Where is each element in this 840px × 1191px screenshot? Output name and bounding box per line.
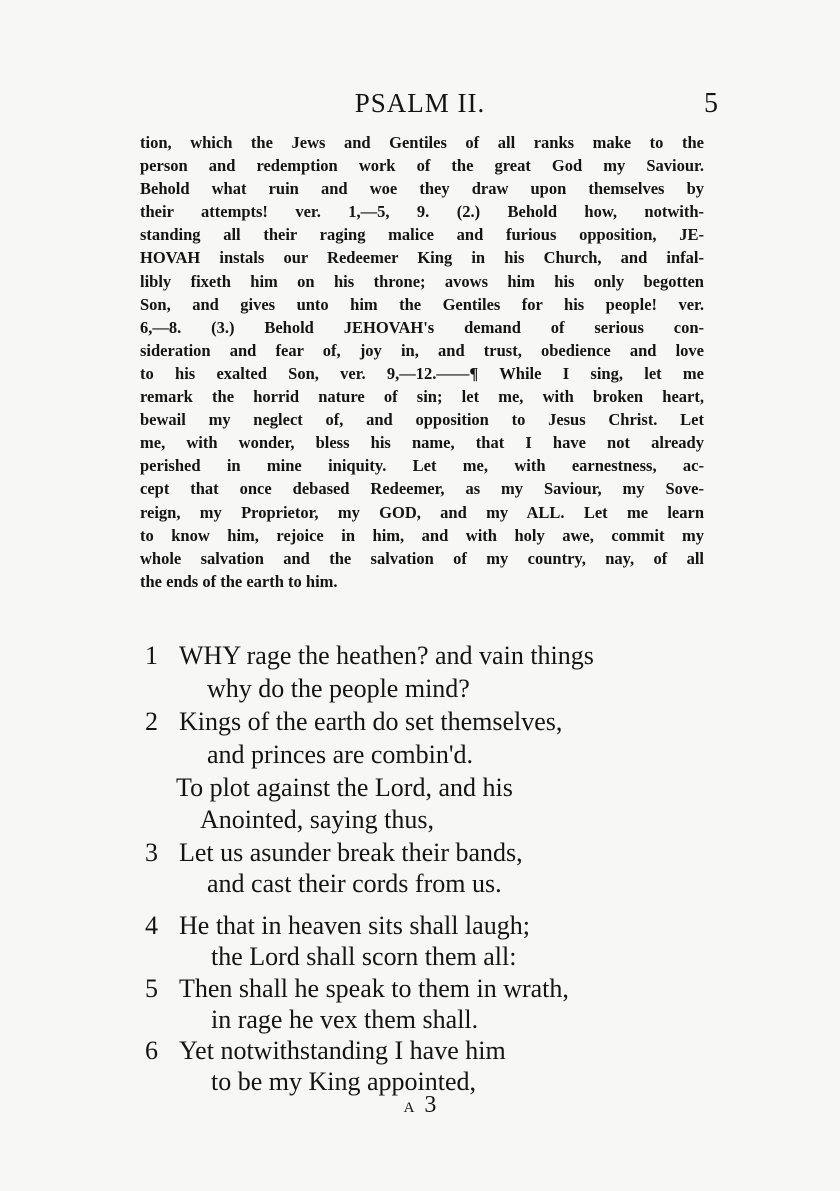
argument-paragraph (140, 131, 704, 593)
verse-1-line-2: why do the people mind? (207, 674, 470, 703)
argument-line: remark the horrid nature of sin; let me, with broken heart, (140, 387, 704, 407)
argument-line: cept that once debased Redeemer, as my Saviour, my Sove- (140, 479, 704, 499)
argument-line: bewail my neglect of, and opposition to Jesus Christ. Let (140, 410, 704, 430)
verse-6-line-2: to be my King appointed, (211, 1067, 477, 1096)
argument-line: perished in mine iniquity. Let me, with earnestness, ac- (140, 456, 704, 476)
page-header (0, 88, 840, 128)
verse-text: WHY rage the heathen? and vain things (179, 641, 594, 670)
verse-text: Kings of the earth do set themselves, (179, 707, 563, 736)
verse-number: 1 (145, 641, 158, 670)
signature-letter: A (403, 1100, 415, 1116)
verse-2-line-4: Anointed, saying thus, (200, 805, 434, 834)
verse-number: 2 (145, 707, 158, 736)
argument-line: libly fixeth him on his throne; avows him his only begotten (140, 271, 704, 291)
signature-number: 3 (424, 1092, 437, 1118)
argument-line: 6,—8. (3.) Behold JEHOVAH's demand of serious con- (140, 317, 704, 337)
argument-line: to know him, rejoice in him, and with holy awe, commit my (140, 525, 704, 545)
argument-line: Behold what ruin and woe they draw upon themselves by (140, 179, 704, 199)
verse-number: 4 (145, 911, 158, 940)
verse-text: Let us asunder break their bands, (179, 838, 523, 867)
verse-number: 3 (145, 838, 158, 867)
argument-line: sideration and fear of, joy in, and trust, obedience and love (140, 340, 704, 360)
running-title: PSALM II. (354, 88, 486, 118)
argument-line: the ends of the earth to him. (140, 571, 338, 591)
verse-number: 5 (145, 974, 158, 1003)
verse-number: 6 (145, 1036, 158, 1065)
argument-line: HOVAH instals our Redeemer King in his Church, and infal- (140, 248, 704, 268)
verse-1-line-1 (145, 641, 594, 671)
page-number: 5 (704, 88, 718, 119)
verse-6-line-1 (145, 1036, 506, 1066)
verse-5-line-1 (145, 974, 569, 1004)
argument-line: whole salvation and the salvation of my country, nay, of all (140, 548, 704, 568)
argument-line: standing all their raging malice and furious opposition, JE- (140, 225, 704, 245)
argument-line: me, with wonder, bless his name, that I have not already (140, 433, 704, 453)
verse-text: Yet notwithstanding I have him (179, 1036, 506, 1065)
argument-line: tion, which the Jews and Gentiles of all ranks make to the (140, 133, 704, 152)
verse-2-line-2: and princes are combin'd. (207, 740, 474, 769)
verse-2-line-3: To plot against the Lord, and his (176, 773, 513, 802)
verse-2-line-1 (145, 707, 562, 737)
argument-line: Son, and gives unto him the Gentiles for his people! ver. (140, 294, 704, 314)
argument-line: their attempts! ver. 1,—5, 9. (2.) Behold how, notwith- (140, 202, 704, 222)
verse-text: He that in heaven sits shall laugh; (179, 911, 530, 940)
verse-text: Then shall he speak to them in wrath, (179, 974, 569, 1003)
verse-4-line-1 (145, 911, 530, 941)
verse-5-line-2: in rage he vex them shall. (211, 1005, 479, 1034)
verse-3-line-2: and cast their cords from us. (207, 869, 502, 898)
verse-3-line-1 (145, 838, 523, 868)
argument-line: to his exalted Son, ver. 9,—12.——¶ While I sing, let me (140, 363, 704, 383)
signature-mark (0, 1092, 840, 1119)
argument-line: person and redemption work of the great God my Saviour. (140, 156, 704, 176)
argument-line: reign, my Proprietor, my GOD, and my ALL. Let me learn (140, 502, 704, 522)
verse-4-line-2: the Lord shall scorn them all: (211, 942, 517, 971)
